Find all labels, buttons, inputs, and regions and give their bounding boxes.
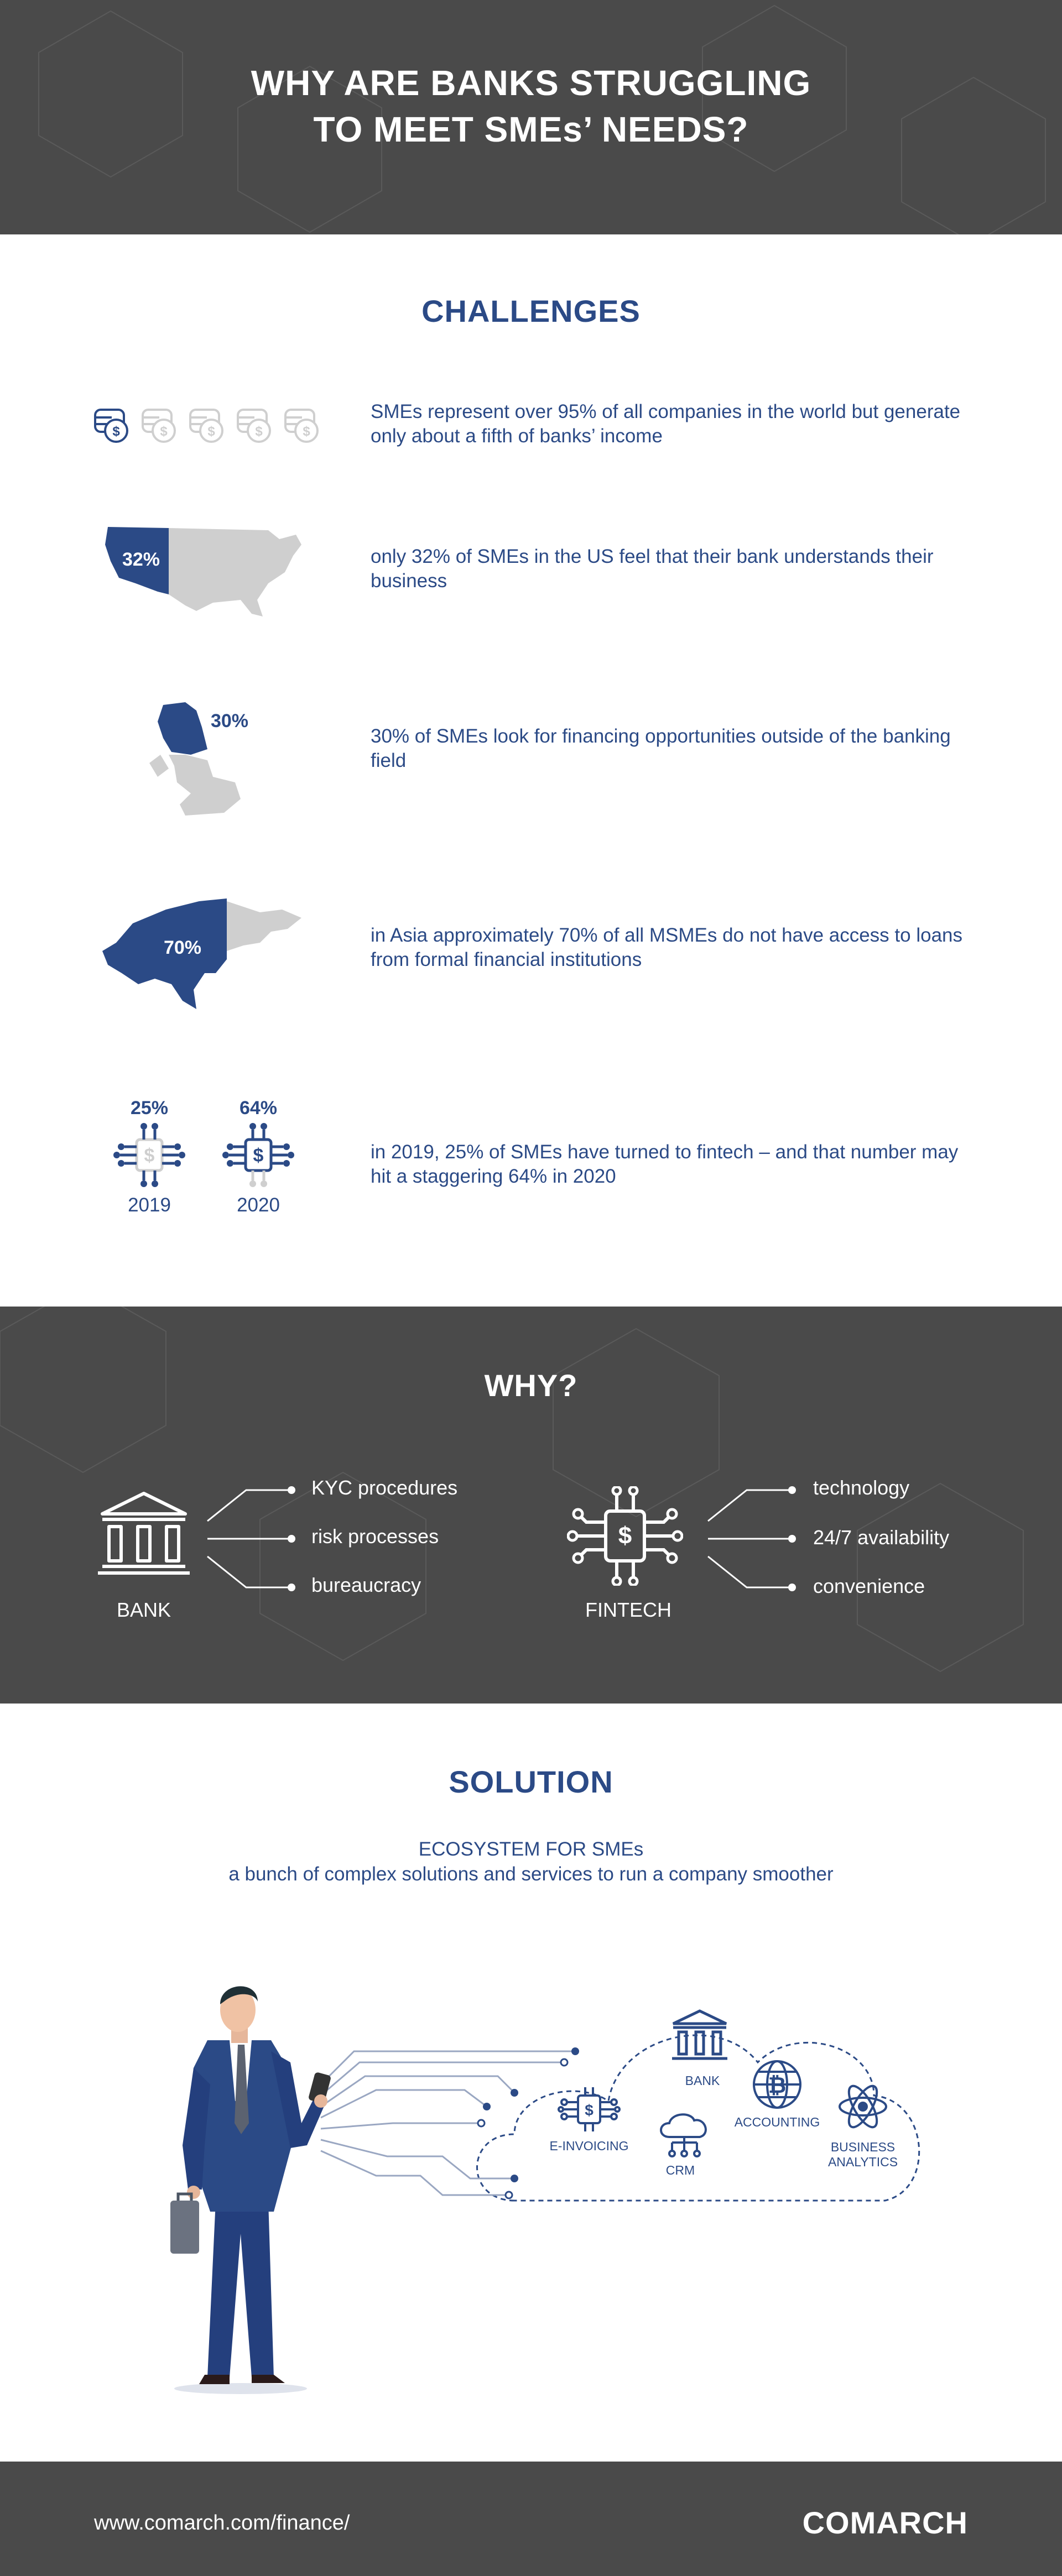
footer-url-link[interactable]: www.comarch.com/finance/ [94,2511,350,2535]
fintech-year-label-2019: 2019 [128,1194,171,1216]
cloud-label-business-analytics [827,2140,899,2170]
asia-map-icon [100,890,304,1015]
cloud-label-analytics: ANALYTICS [827,2155,898,2169]
fintech-chip-icon [113,1122,185,1188]
challenge-row-5 [0,1098,1062,1236]
header-band [0,0,1062,234]
svg-text:$: $ [253,1145,264,1166]
challenge-row-4 [0,885,1062,1017]
svg-text:$: $ [303,424,310,439]
comarch-logo: COMARCH [802,2505,968,2540]
page-title [0,60,1062,153]
fintech-chip-icon [567,1486,683,1586]
svg-text:$: $ [160,424,168,439]
why-title: WHY? [484,1368,578,1403]
bank-item-kyc: KYC procedures [311,1476,458,1499]
ecosystem-graphic [155,1957,940,2400]
challenge-text-4: in Asia approximately 70% of all MSMEs do not have access to loans from formal financial institutions [371,924,962,970]
cloud-label-business: BUSINESS [830,2140,896,2154]
bank-item-risk: risk processes [311,1525,439,1548]
fintech-item-availability: 24/7 availability [813,1526,950,1549]
usa-map-label: 32% [122,549,160,570]
cloud-einvoicing-icon [559,2087,620,2131]
fintech-year-2020 [222,1098,294,1216]
uk-map-icon [147,699,274,824]
fintech-chip-icon [222,1122,294,1188]
businessman-figure [170,1986,331,2394]
cloud-label-accounting: ACCOUNTING [734,2115,820,2129]
challenge-text-5: in 2019, 25% of SMEs have turned to fintech – and that number may hit a staggering 64% in 2020 [371,1141,959,1187]
svg-text:$: $ [144,1145,155,1166]
why-band [0,1307,1062,1704]
cloud-label-bank: BANK [685,2073,720,2088]
cloud-label-einvoicing: E-INVOICING [549,2139,629,2153]
fintech-pct-2020: 64% [239,1098,278,1119]
footer-band [0,2462,1062,2576]
ecosystem-subtitle: a bunch of complex solutions and services to run a company smoother [228,1863,834,1885]
uk-map-label: 30% [210,710,249,731]
ecosystem-title: ECOSYSTEM FOR SMEs [418,1838,644,1860]
fintech-year-label-2020: 2020 [237,1194,280,1216]
fintech-item-technology: technology [813,1476,910,1499]
bank-connector-lines [205,1483,299,1594]
fintech-connector-lines [705,1483,799,1594]
page-title-line1: WHY ARE BANKS STRUGGLING [251,63,811,103]
solution-illustration [155,1957,940,2400]
challenge-text-1: SMEs represent over 95% of all companies in the world but generate only about a fifth of banks’ income [371,401,961,447]
cloud-bank-icon [672,2011,727,2058]
bank-icon [97,1489,191,1577]
svg-text:$: $ [618,1522,632,1549]
svg-text:$: $ [112,424,120,439]
fintech-label: FINTECH [585,1598,671,1621]
usa-map-icon [102,522,307,625]
challenge-text-3: 30% of SMEs look for financing opportunities outside of the banking field [371,725,951,771]
challenge-row-2 [0,520,1062,619]
coin-stack-icon [93,406,320,448]
svg-text:$: $ [255,424,263,439]
challenge-text-2: only 32% of SMEs in the US feel that their bank understands their business [371,546,934,592]
cloud-analytics-icon [840,2082,886,2131]
challenges-title: CHALLENGES [421,294,641,328]
challenge-row-1 [0,395,1062,456]
bank-item-bureaucracy: bureaucracy [311,1574,421,1596]
circuit-lines [321,2051,575,2195]
svg-text:$: $ [585,2102,594,2119]
solution-title: SOLUTION [449,1764,613,1799]
challenge-row-3 [0,694,1062,816]
bank-label: BANK [116,1598,171,1621]
fintech-pct-2019: 25% [130,1098,169,1119]
cloud-accounting-icon [754,2061,800,2108]
fintech-year-2019 [113,1098,185,1216]
asia-map-label: 70% [163,937,202,958]
cloud-crm-icon [661,2114,706,2156]
svg-text:$: $ [207,424,215,439]
page-title-line2: TO MEET SMEs’ NEEDS? [313,109,749,149]
cloud-label-crm: CRM [665,2163,695,2177]
fintech-item-convenience: convenience [813,1575,925,1597]
svg-text:₿: ₿ [768,2073,787,2098]
